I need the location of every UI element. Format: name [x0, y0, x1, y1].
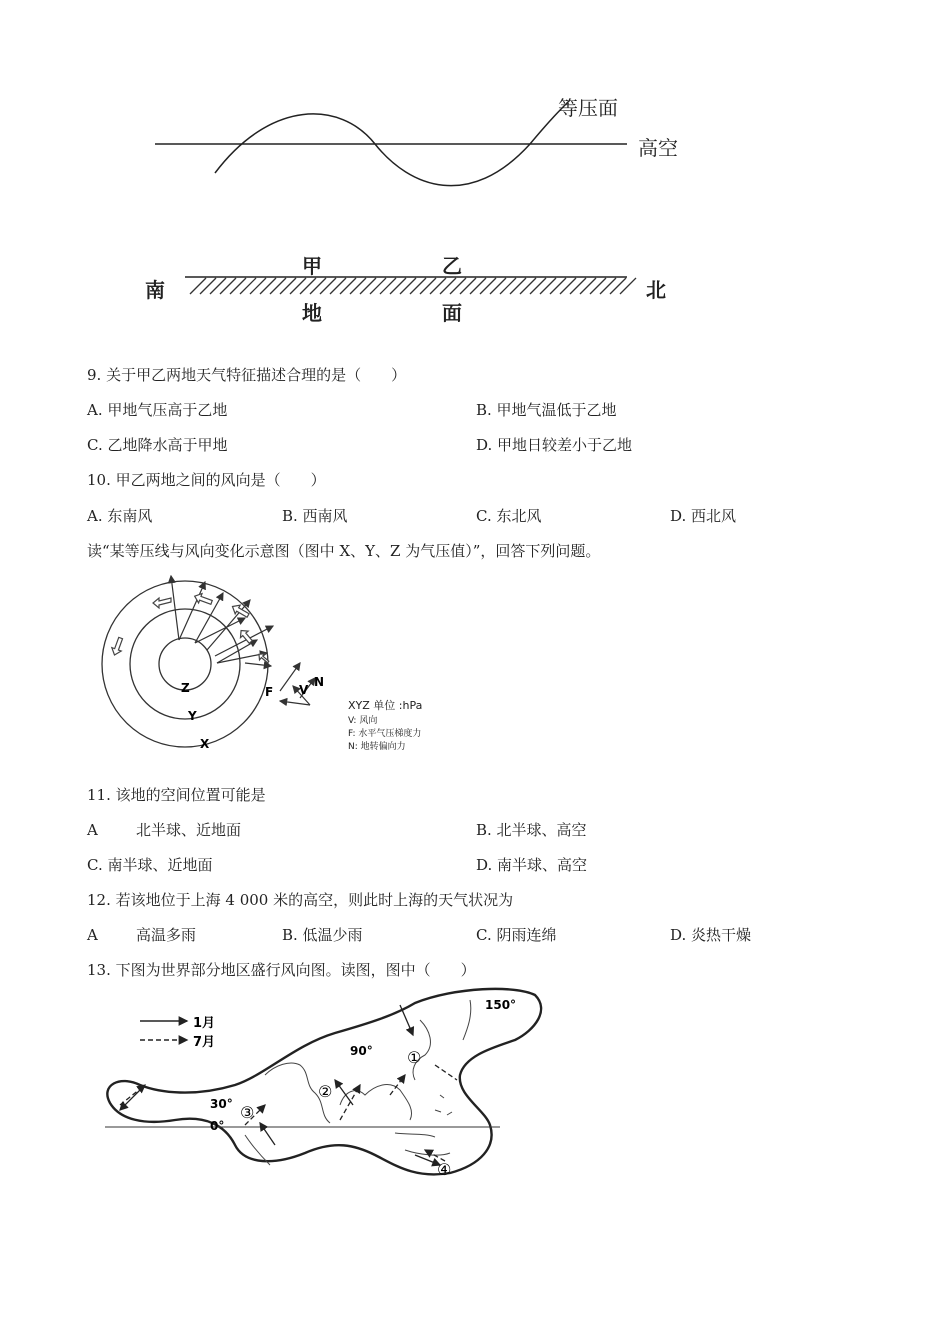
hatch-stroke — [440, 278, 456, 294]
coastlines — [245, 1000, 471, 1165]
hatch-stroke — [350, 278, 366, 294]
hatch-stroke — [390, 278, 406, 294]
hatch-stroke — [510, 278, 526, 294]
hatch-stroke — [230, 278, 246, 294]
hatch-stroke — [550, 278, 566, 294]
q11-option-c[interactable]: C. 南半球、近地面 — [87, 856, 213, 874]
q12-option-a-letter[interactable]: A — [87, 926, 98, 944]
hatch-stroke — [280, 278, 296, 294]
hatch-stroke — [370, 278, 386, 294]
hatch-stroke — [240, 278, 256, 294]
place-yi-label: 乙 — [442, 254, 462, 278]
wind-isobar-figure — [95, 568, 455, 758]
intro-paragraph: 读“某等压线与风向变化示意图（图中 X、Y、Z 为气压值）”，回答下列问题。 — [87, 542, 601, 560]
monsoon-map-svg — [95, 985, 545, 1180]
hatch-stroke — [320, 278, 336, 294]
place-jia-label: 甲 — [302, 254, 322, 278]
force-n-label: N — [314, 675, 325, 689]
hatch-stroke — [570, 278, 586, 294]
hatch-stroke — [190, 278, 206, 294]
south-label: 南 — [145, 278, 165, 302]
hatch-stroke — [590, 278, 606, 294]
q9-option-d[interactable]: D. 甲地日较差小于乙地 — [476, 436, 633, 454]
north-label: 北 — [646, 278, 666, 302]
hatch-stroke — [460, 278, 476, 294]
hatch-stroke — [540, 278, 556, 294]
hatch-stroke — [600, 278, 616, 294]
q10-stem: 10. 甲乙两地之间的风向是（ ） — [87, 471, 326, 489]
hatch-stroke — [580, 278, 596, 294]
q12-option-a-text[interactable]: 高温多雨 — [136, 926, 197, 944]
hatch-stroke — [260, 278, 276, 294]
marker-1: ① — [407, 1048, 422, 1067]
isobaric-surface-curve — [215, 100, 570, 186]
isobar-figure — [140, 80, 700, 330]
ground-hatching — [190, 278, 636, 294]
hatch-stroke — [610, 278, 626, 294]
q11-stem: 11. 该地的空间位置可能是 — [87, 786, 266, 804]
hatch-stroke — [330, 278, 346, 294]
hollow-wind-arrows — [110, 592, 271, 666]
isobar-y-label: Y — [188, 709, 197, 723]
hatch-stroke — [620, 278, 636, 294]
legend-f: F: 水平气压梯度力 — [348, 729, 422, 739]
q12-option-c[interactable]: C. 阴雨连绵 — [476, 926, 557, 944]
marker-3: ③ — [240, 1103, 255, 1122]
legend-jul-label: 7月 — [193, 1035, 216, 1050]
isobar-x-label: X — [200, 737, 210, 751]
q13-stem: 13. 下图为世界部分地区盛行风向图。读图，图中（ ） — [87, 961, 476, 979]
q11-option-d[interactable]: D. 南半球、高空 — [476, 856, 588, 874]
q12-option-d[interactable]: D. 炎热干燥 — [670, 926, 752, 944]
q10-option-c[interactable]: C. 东北风 — [476, 507, 542, 525]
wind-v-label: V — [299, 683, 309, 697]
hatch-stroke — [310, 278, 326, 294]
q11-option-a-letter[interactable]: A — [87, 821, 98, 839]
hatch-stroke — [530, 278, 546, 294]
q11-option-b[interactable]: B. 北半球、高空 — [476, 821, 587, 839]
hatch-stroke — [220, 278, 236, 294]
hatch-stroke — [250, 278, 266, 294]
q9-option-b[interactable]: B. 甲地气温低于乙地 — [476, 401, 617, 419]
hatch-stroke — [410, 278, 426, 294]
hatch-stroke — [420, 278, 436, 294]
q10-option-d[interactable]: D. 西北风 — [670, 507, 737, 525]
monsoon-map-figure — [95, 985, 545, 1180]
marker-4: ④ — [437, 1160, 452, 1179]
altitude-label: 高空 — [638, 136, 678, 160]
legend-title: XYZ 单位 :hPa — [348, 699, 423, 712]
q10-option-b[interactable]: B. 西南风 — [282, 507, 348, 525]
lat-30-label: 30° — [210, 1097, 233, 1111]
q12-stem: 12. 若该地位于上海 4 000 米的高空，则此时上海的天气状况为 — [87, 891, 514, 909]
hatch-stroke — [560, 278, 576, 294]
ground-right-label: 面 — [442, 301, 462, 325]
hatch-stroke — [300, 278, 316, 294]
q9-option-c[interactable]: C. 乙地降水高于甲地 — [87, 436, 228, 454]
hatch-stroke — [380, 278, 396, 294]
marker-2: ② — [318, 1082, 333, 1101]
isobar-label: 等压面 — [558, 96, 618, 120]
hatch-stroke — [400, 278, 416, 294]
hatch-stroke — [200, 278, 216, 294]
lon-90-label: 90° — [350, 1044, 373, 1058]
legend-n: N: 地转偏向力 — [348, 742, 406, 752]
force-f-label: F — [265, 685, 274, 699]
hatch-stroke — [210, 278, 226, 294]
legend-jan-label: 1月 — [193, 1016, 216, 1031]
hatch-stroke — [290, 278, 306, 294]
q10-option-a[interactable]: A. 东南风 — [87, 507, 153, 525]
hatch-stroke — [270, 278, 286, 294]
hatch-stroke — [360, 278, 376, 294]
legend-v: V: 风向 — [348, 716, 378, 726]
q12-option-b[interactable]: B. 低温少雨 — [282, 926, 363, 944]
hatch-stroke — [430, 278, 446, 294]
hatch-stroke — [480, 278, 496, 294]
wind-vectors — [171, 576, 315, 705]
hatch-stroke — [470, 278, 486, 294]
lon-150-label: 150° — [485, 998, 517, 1012]
hatch-stroke — [490, 278, 506, 294]
hatch-stroke — [520, 278, 536, 294]
wind-arrows — [120, 1005, 457, 1165]
hatch-stroke — [500, 278, 516, 294]
isobar-x — [102, 581, 268, 747]
ground-left-label: 地 — [302, 301, 322, 325]
q9-stem: 9. 关于甲乙两地天气特征描述合理的是（ ） — [87, 366, 407, 384]
isobar-z-label: Z — [181, 681, 190, 695]
q9-option-a[interactable]: A. 甲地气压高于乙地 — [87, 401, 228, 419]
hatch-stroke — [340, 278, 356, 294]
q11-option-a-text[interactable]: 北半球、近地面 — [136, 821, 242, 839]
lat-0-label: 0° — [210, 1119, 225, 1133]
hatch-stroke — [450, 278, 466, 294]
